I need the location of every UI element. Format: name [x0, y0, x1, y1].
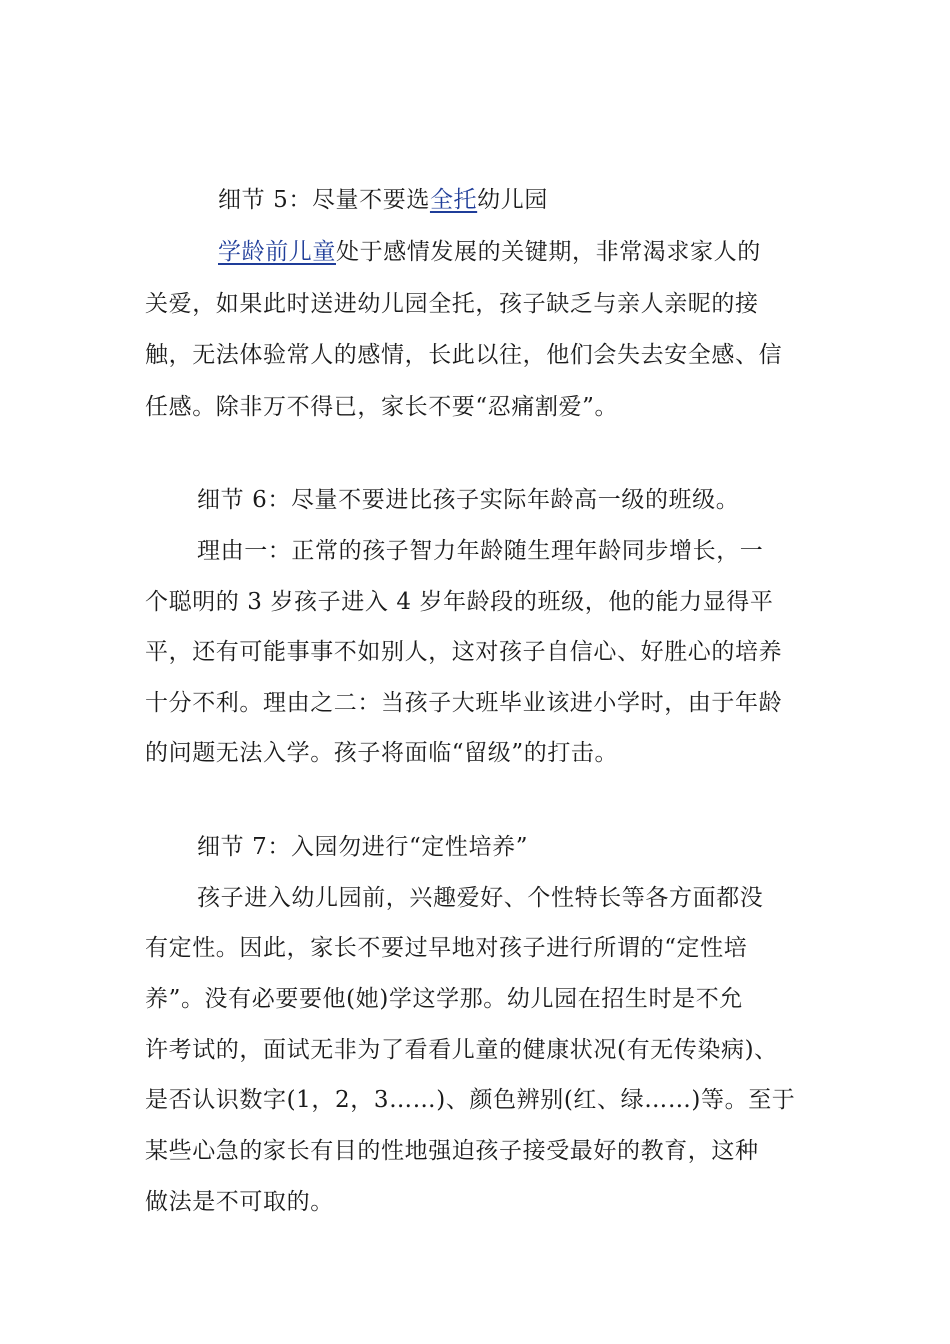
- section7-heading: 细节 7：入园勿进行“定性培养”: [197, 834, 529, 860]
- full-boarding-link[interactable]: 全托: [429, 187, 478, 213]
- section6-line-3: 平，还有可能事事不如别人，这对孩子自信心、好胜心的培养: [145, 639, 783, 665]
- section5-para-line-1-rest: 处于感情发展的关键期，非常渴求家人的: [336, 239, 761, 265]
- section7-line-7: 做法是不可取的。: [145, 1189, 334, 1215]
- section7-line-5: 是否认识数字(1，2，3……)、颜色辨别(红、绿……)等。至于: [145, 1087, 796, 1113]
- section6-line-1: 理由一：正常的孩子智力年龄随生理年龄同步增长，一: [197, 538, 764, 564]
- section6-line-4: 十分不利。理由之二：当孩子大班毕业该进小学时，由于年龄: [145, 690, 783, 716]
- section5-heading-pre: 细节 5：尽量不要选: [218, 187, 430, 213]
- section5-para-line-2: 关爱，如果此时送进幼儿园全托，孩子缺乏与亲人亲昵的接: [145, 291, 759, 317]
- preschool-children-link[interactable]: 学龄前儿童: [218, 239, 336, 265]
- section7-line-2: 有定性。因此，家长不要过早地对孩子进行所谓的“定性培: [145, 935, 748, 961]
- section7-line-1: 孩子进入幼儿园前，兴趣爱好、个性特长等各方面都没: [197, 885, 764, 911]
- section7-line-4: 许考试的，面试无非为了看看儿童的健康状况(有无传染病)、: [145, 1037, 778, 1063]
- section5-para-line-4: 任感。除非万不得已，家长不要“忍痛割爱”。: [145, 394, 619, 420]
- section6-line-2: 个聪明的 3 岁孩子进入 4 岁年龄段的班级，他的能力显得平: [145, 589, 774, 615]
- section5-para-line-1: [218, 236, 888, 268]
- section6-line-5: 的问题无法入学。孩子将面临“留级”的打击。: [145, 740, 619, 766]
- section6-heading: 细节 6：尽量不要进比孩子实际年龄高一级的班级。: [197, 487, 740, 513]
- section5-para-line-3: 触，无法体验常人的感情，长此以往，他们会失去安全感、信: [145, 342, 783, 368]
- section7-line-6: 某些心急的家长有目的性地强迫孩子接受最好的教育，这种: [145, 1138, 759, 1164]
- section5-heading-post: 幼儿园: [477, 187, 548, 213]
- section5-heading: [218, 184, 888, 216]
- section7-line-3: 养”。没有必要要他(她)学这学那。幼儿园在招生时是不允: [145, 986, 743, 1012]
